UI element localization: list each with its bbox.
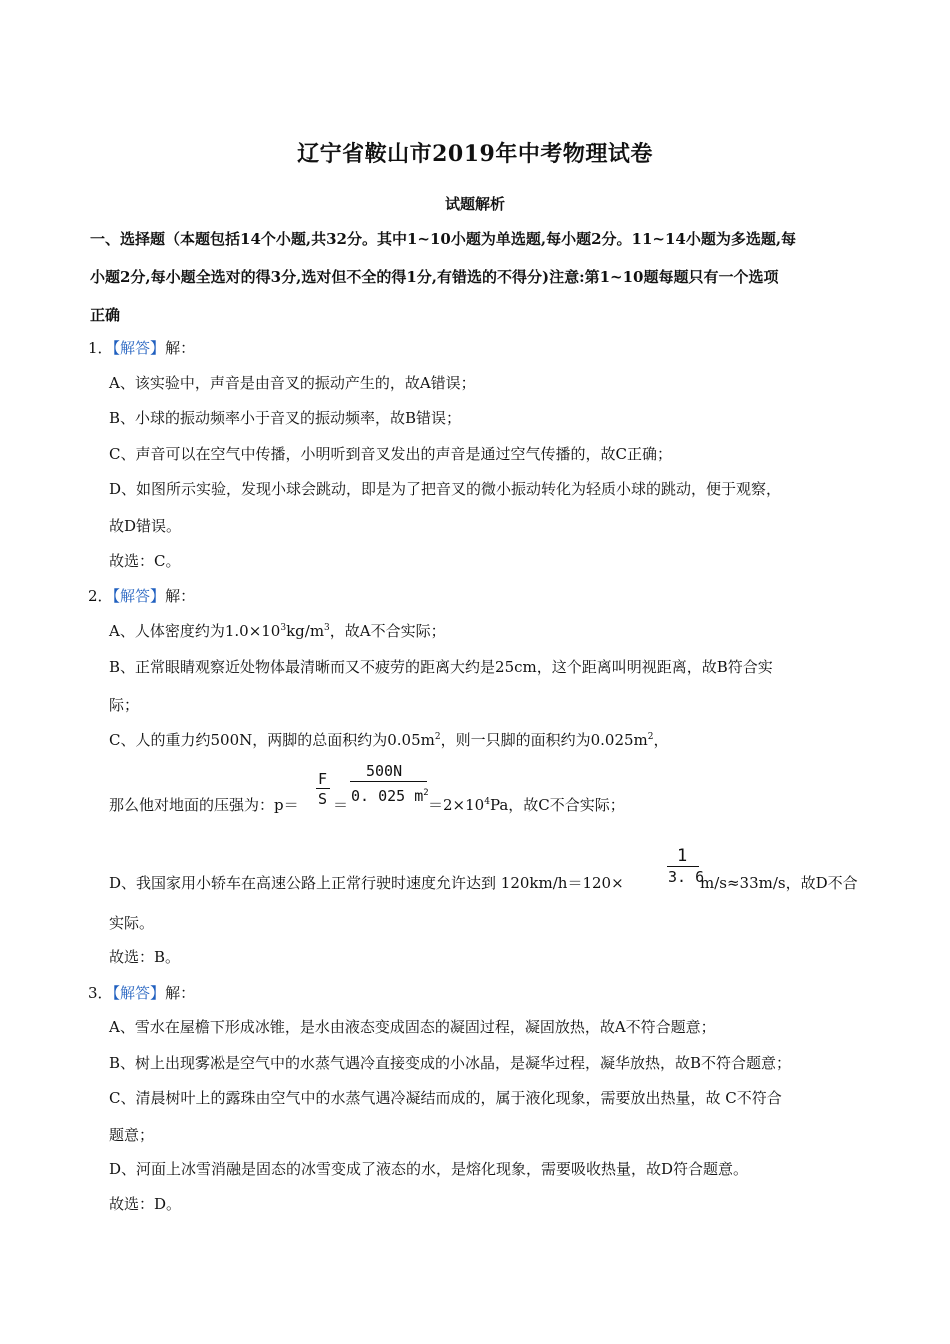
q3-answer: 故选：D。 xyxy=(109,1195,182,1213)
q1-answer: 故选：C。 xyxy=(109,552,181,570)
answer-label: 解： xyxy=(165,339,196,357)
text-segment: C、人的重力约500N，两脚的总面积约为0.05m xyxy=(109,731,435,749)
exponent: 3 xyxy=(324,623,330,633)
text-segment: 0. 025 m xyxy=(351,787,424,805)
fraction-1-denominator: S xyxy=(318,790,328,808)
q2-option-c-line-1 xyxy=(109,729,669,750)
q2-answer: 故选：B。 xyxy=(109,948,181,966)
text-segment: kg/m xyxy=(286,622,325,640)
fraction-3-numerator: 1 xyxy=(677,846,688,866)
q2-option-b-line-1: B、正常眼睛观察近处物体最清晰而又不疲劳的距离大约是25cm，这个距离叫明视距离，故B符合实 xyxy=(109,658,773,676)
question-number: 1． xyxy=(88,339,113,357)
q1-option-a: A、该实验中，声音是由音叉的振动产生的，故A错误； xyxy=(109,374,476,392)
answer-label: 解： xyxy=(165,984,196,1002)
q1-option-c: C、声音可以在空气中传播，小明听到音叉发出的声音是通过空气传播的，故C正确； xyxy=(109,445,672,463)
answer-tag: 【解答】 xyxy=(112,587,166,605)
text-segment: ，故A不合实际； xyxy=(329,622,446,640)
section-heading-line-3: 正确 xyxy=(90,306,121,324)
fraction-2-bar xyxy=(350,781,427,782)
fraction-3-bar xyxy=(667,866,699,867)
q2-option-d-line-1-prefix: D、我国家用小轿车在高速公路上正常行驶时速度允许达到 120km/h＝120× xyxy=(109,874,624,892)
fraction-2-numerator: 500N xyxy=(366,762,403,780)
text-segment: ＝2×10 xyxy=(428,796,485,814)
exponent: 3 xyxy=(280,623,287,633)
question-1-header xyxy=(88,337,195,358)
section-heading-line-2: 小题2分,每小题全选对的得3分,选对但不全的得1分,有错选的不得分)注意:第1~10题每题只有一个选项 xyxy=(90,268,779,286)
equals-sign: ＝ xyxy=(333,796,349,814)
q2-option-a xyxy=(109,620,446,641)
question-number: 2． xyxy=(88,587,113,605)
exponent: 2 xyxy=(647,732,654,742)
exponent: 4 xyxy=(484,797,490,807)
exponent: 2 xyxy=(434,732,441,742)
q1-option-d-line-2: 故D错误。 xyxy=(109,517,182,535)
text-segment: A、人体密度约为1.0×10 xyxy=(109,622,281,640)
answer-tag: 【解答】 xyxy=(112,339,166,357)
text-segment: Pa，故C不合实际； xyxy=(489,796,625,814)
q2-pressure-result xyxy=(428,794,625,815)
fraction-2-denominator xyxy=(351,787,429,805)
page-title: 辽宁省鞍山市2019年中考物理试卷 xyxy=(297,141,653,167)
page-subtitle: 试题解析 xyxy=(444,195,505,213)
q3-option-b: B、树上出现雾凇是空气中的水蒸气遇冷直接变成的小冰晶，是凝华过程，凝华放热，故B不符合题意； xyxy=(109,1054,792,1072)
text-segment: ， xyxy=(653,731,669,749)
q1-option-b: B、小球的振动频率小于音叉的振动频率，故B错误； xyxy=(109,409,462,427)
fraction-1-numerator: F xyxy=(318,770,328,788)
q2-pressure-formula-prefix: 那么他对地面的压强为：p＝ xyxy=(109,796,299,814)
question-2-header xyxy=(88,585,195,606)
text-segment: ，则一只脚的面积约为0.025m xyxy=(440,731,648,749)
section-heading-line-1: 一、选择题（本题包括14个小题,共32分。其中1~10小题为单选题,每小题2分。11~14小题为多选题,每 xyxy=(90,230,797,248)
q2-option-d-line-1-suffix: m/s≈33m/s，故D不合 xyxy=(700,874,858,892)
answer-tag: 【解答】 xyxy=(112,984,166,1002)
q2-option-d-line-2: 实际。 xyxy=(109,914,155,932)
fraction-1-bar xyxy=(316,788,330,789)
question-3-header xyxy=(88,982,195,1003)
answer-label: 解： xyxy=(165,587,196,605)
fraction-3-denominator: 3. 6 xyxy=(668,868,705,886)
question-number: 3． xyxy=(88,984,113,1002)
q3-option-c-line-1: C、清晨树叶上的露珠由空气中的水蒸气遇冷凝结而成的，属于液化现象，需要放出热量，故 C不符合 xyxy=(109,1089,782,1107)
q1-option-d-line-1: D、如图所示实验，发现小球会跳动，即是为了把音叉的微小振动转化为轻质小球的跳动，便于观察， xyxy=(109,480,782,498)
q2-option-b-line-2: 际； xyxy=(109,696,140,714)
q3-option-a: A、雪水在屋檐下形成冰锥，是水由液态变成固态的凝固过程，凝固放热，故A不符合题意； xyxy=(109,1018,716,1036)
q3-option-c-line-2: 题意； xyxy=(109,1126,155,1144)
q3-option-d: D、河面上冰雪消融是固态的冰雪变成了液态的水，是熔化现象，需要吸收热量，故D符合题意。 xyxy=(109,1160,749,1178)
exponent: 2 xyxy=(423,788,429,798)
